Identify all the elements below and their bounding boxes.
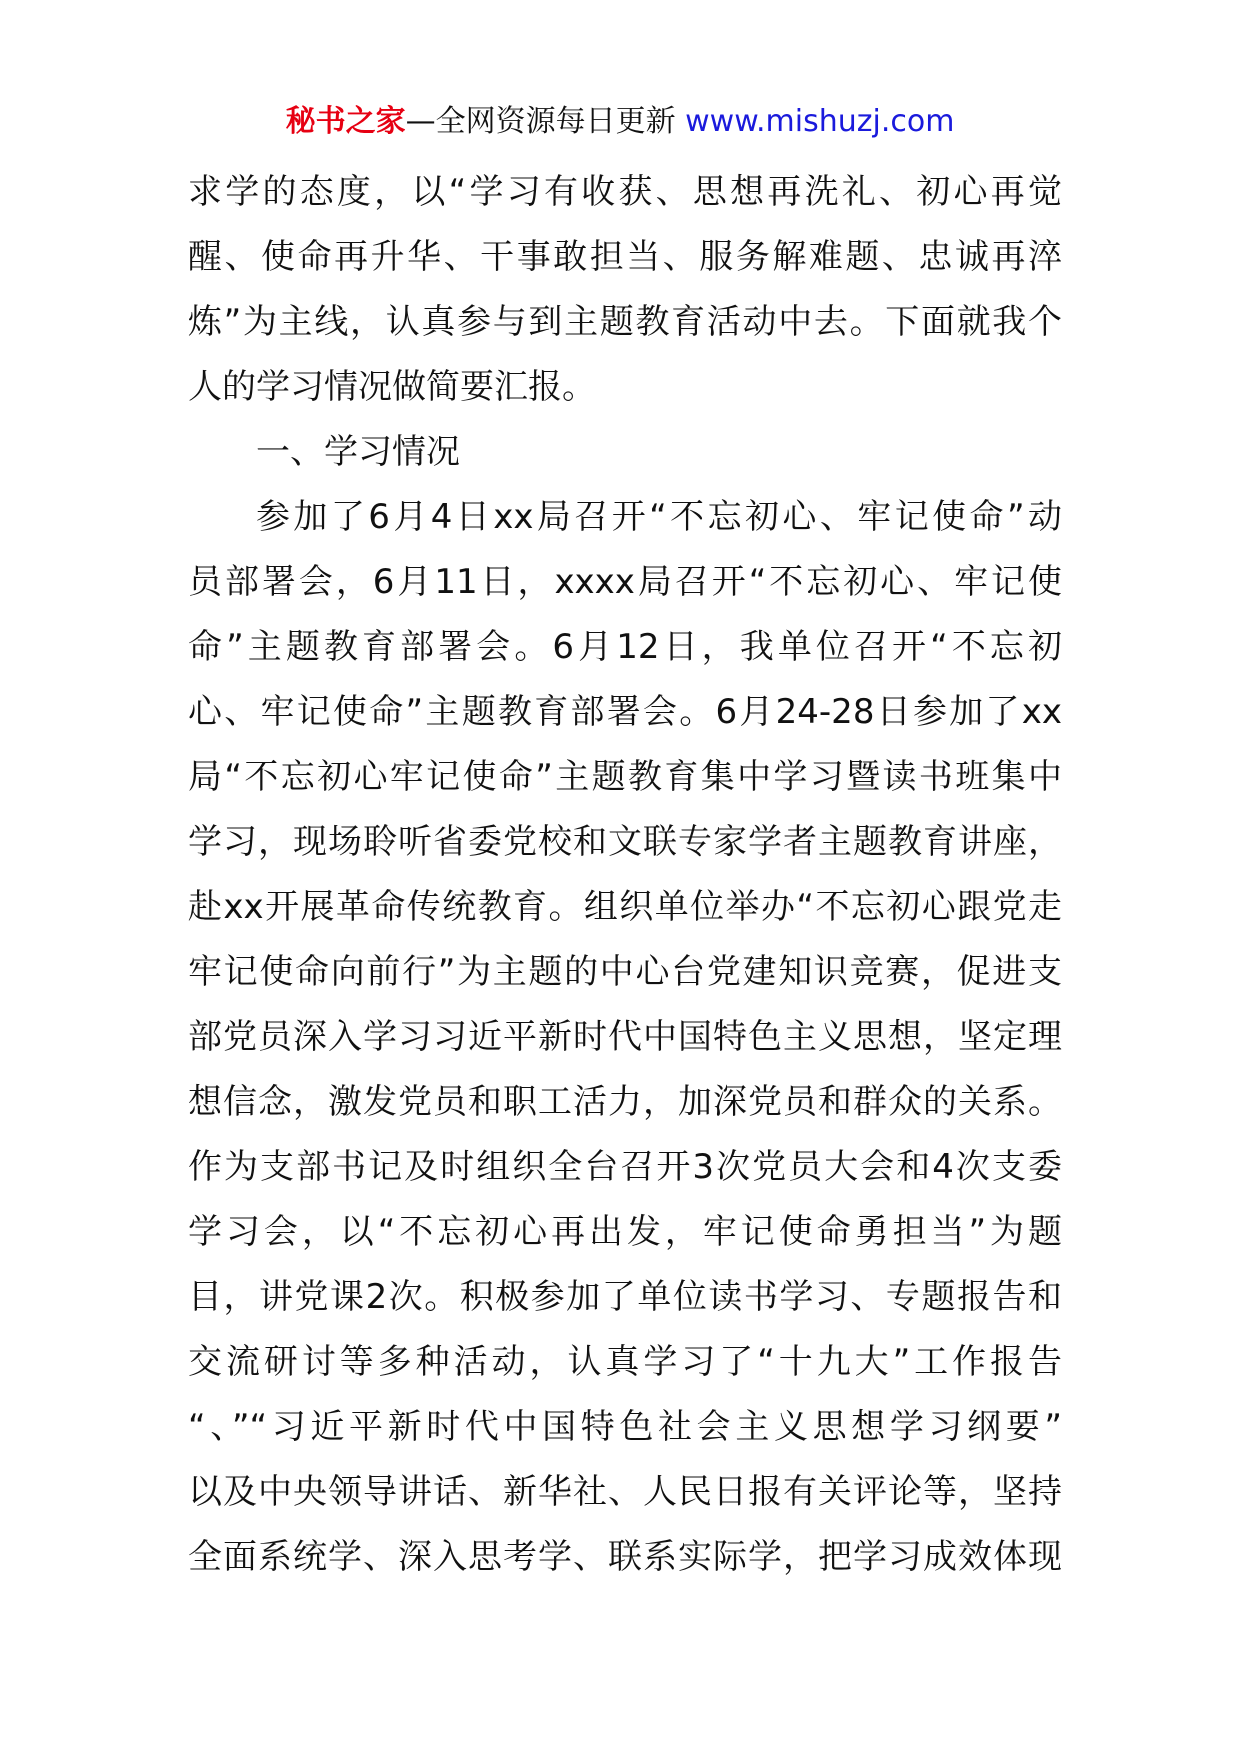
body-line: 参加了6月4日xx局召开“不忘初心、牢记使命”动 <box>256 497 1062 537</box>
body-line: 员部署会，6月11日，xxxx局召开“不忘初心、牢记使 <box>188 562 1062 602</box>
body-line: 局“不忘初心牢记使命”主题教育集中学习暨读书班集中 <box>188 757 1062 797</box>
body-line: 心、牢记使命”主题教育部署会。6月24-28日参加了xx <box>188 692 1062 732</box>
body-line: 人的学习情况做简要汇报。 <box>188 367 596 407</box>
body-line: 学习会，以“不忘初心再出发，牢记使命勇担当”为题 <box>188 1212 1062 1252</box>
site-tagline: —全网资源每日更新 <box>405 104 686 139</box>
body-line: 部党员深入学习习近平新时代中国特色主义思想，坚定理 <box>188 1017 1062 1057</box>
site-url-link[interactable]: www.mishuzj.com <box>685 104 955 139</box>
body-line: 炼”为主线，认真参与到主题教育活动中去。下面就我个 <box>188 302 1062 342</box>
body-line: 醒、使命再升华、干事敢担当、服务解难题、忠诚再淬 <box>188 237 1062 277</box>
body-line: 牢记使命向前行”为主题的中心台党建知识竞赛，促进支 <box>188 952 1062 992</box>
body-line: “、”“习近平新时代中国特色社会主义思想学习纲要” <box>188 1407 1062 1447</box>
site-header <box>0 102 1240 142</box>
body-line: 目，讲党课2次。积极参加了单位读书学习、专题报告和 <box>188 1277 1062 1317</box>
body-line: 全面系统学、深入思考学、联系实际学，把学习成效体现 <box>188 1537 1062 1577</box>
body-line: 作为支部书记及时组织全台召开3次党员大会和4次支委 <box>188 1147 1062 1187</box>
body-line: 赴xx开展革命传统教育。组织单位举办“不忘初心跟党走 <box>188 887 1062 927</box>
body-line: 交流研讨等多种活动，认真学习了“十九大”工作报告 <box>188 1342 1062 1382</box>
body-line: 命”主题教育部署会。6月12日，我单位召开“不忘初 <box>188 627 1062 667</box>
body-line: 想信念，激发党员和职工活力，加深党员和群众的关系。 <box>188 1082 1062 1122</box>
body-line: 以及中央领导讲话、新华社、人民日报有关评论等，坚持 <box>188 1472 1062 1512</box>
site-brand: 秘书之家 <box>285 104 406 139</box>
section-heading: 一、学习情况 <box>256 432 460 472</box>
body-line: 学习，现场聆听省委党校和文联专家学者主题教育讲座， <box>188 822 1062 862</box>
document-body <box>188 160 1062 1590</box>
body-line: 求学的态度，以“学习有收获、思想再洗礼、初心再觉 <box>188 172 1062 212</box>
